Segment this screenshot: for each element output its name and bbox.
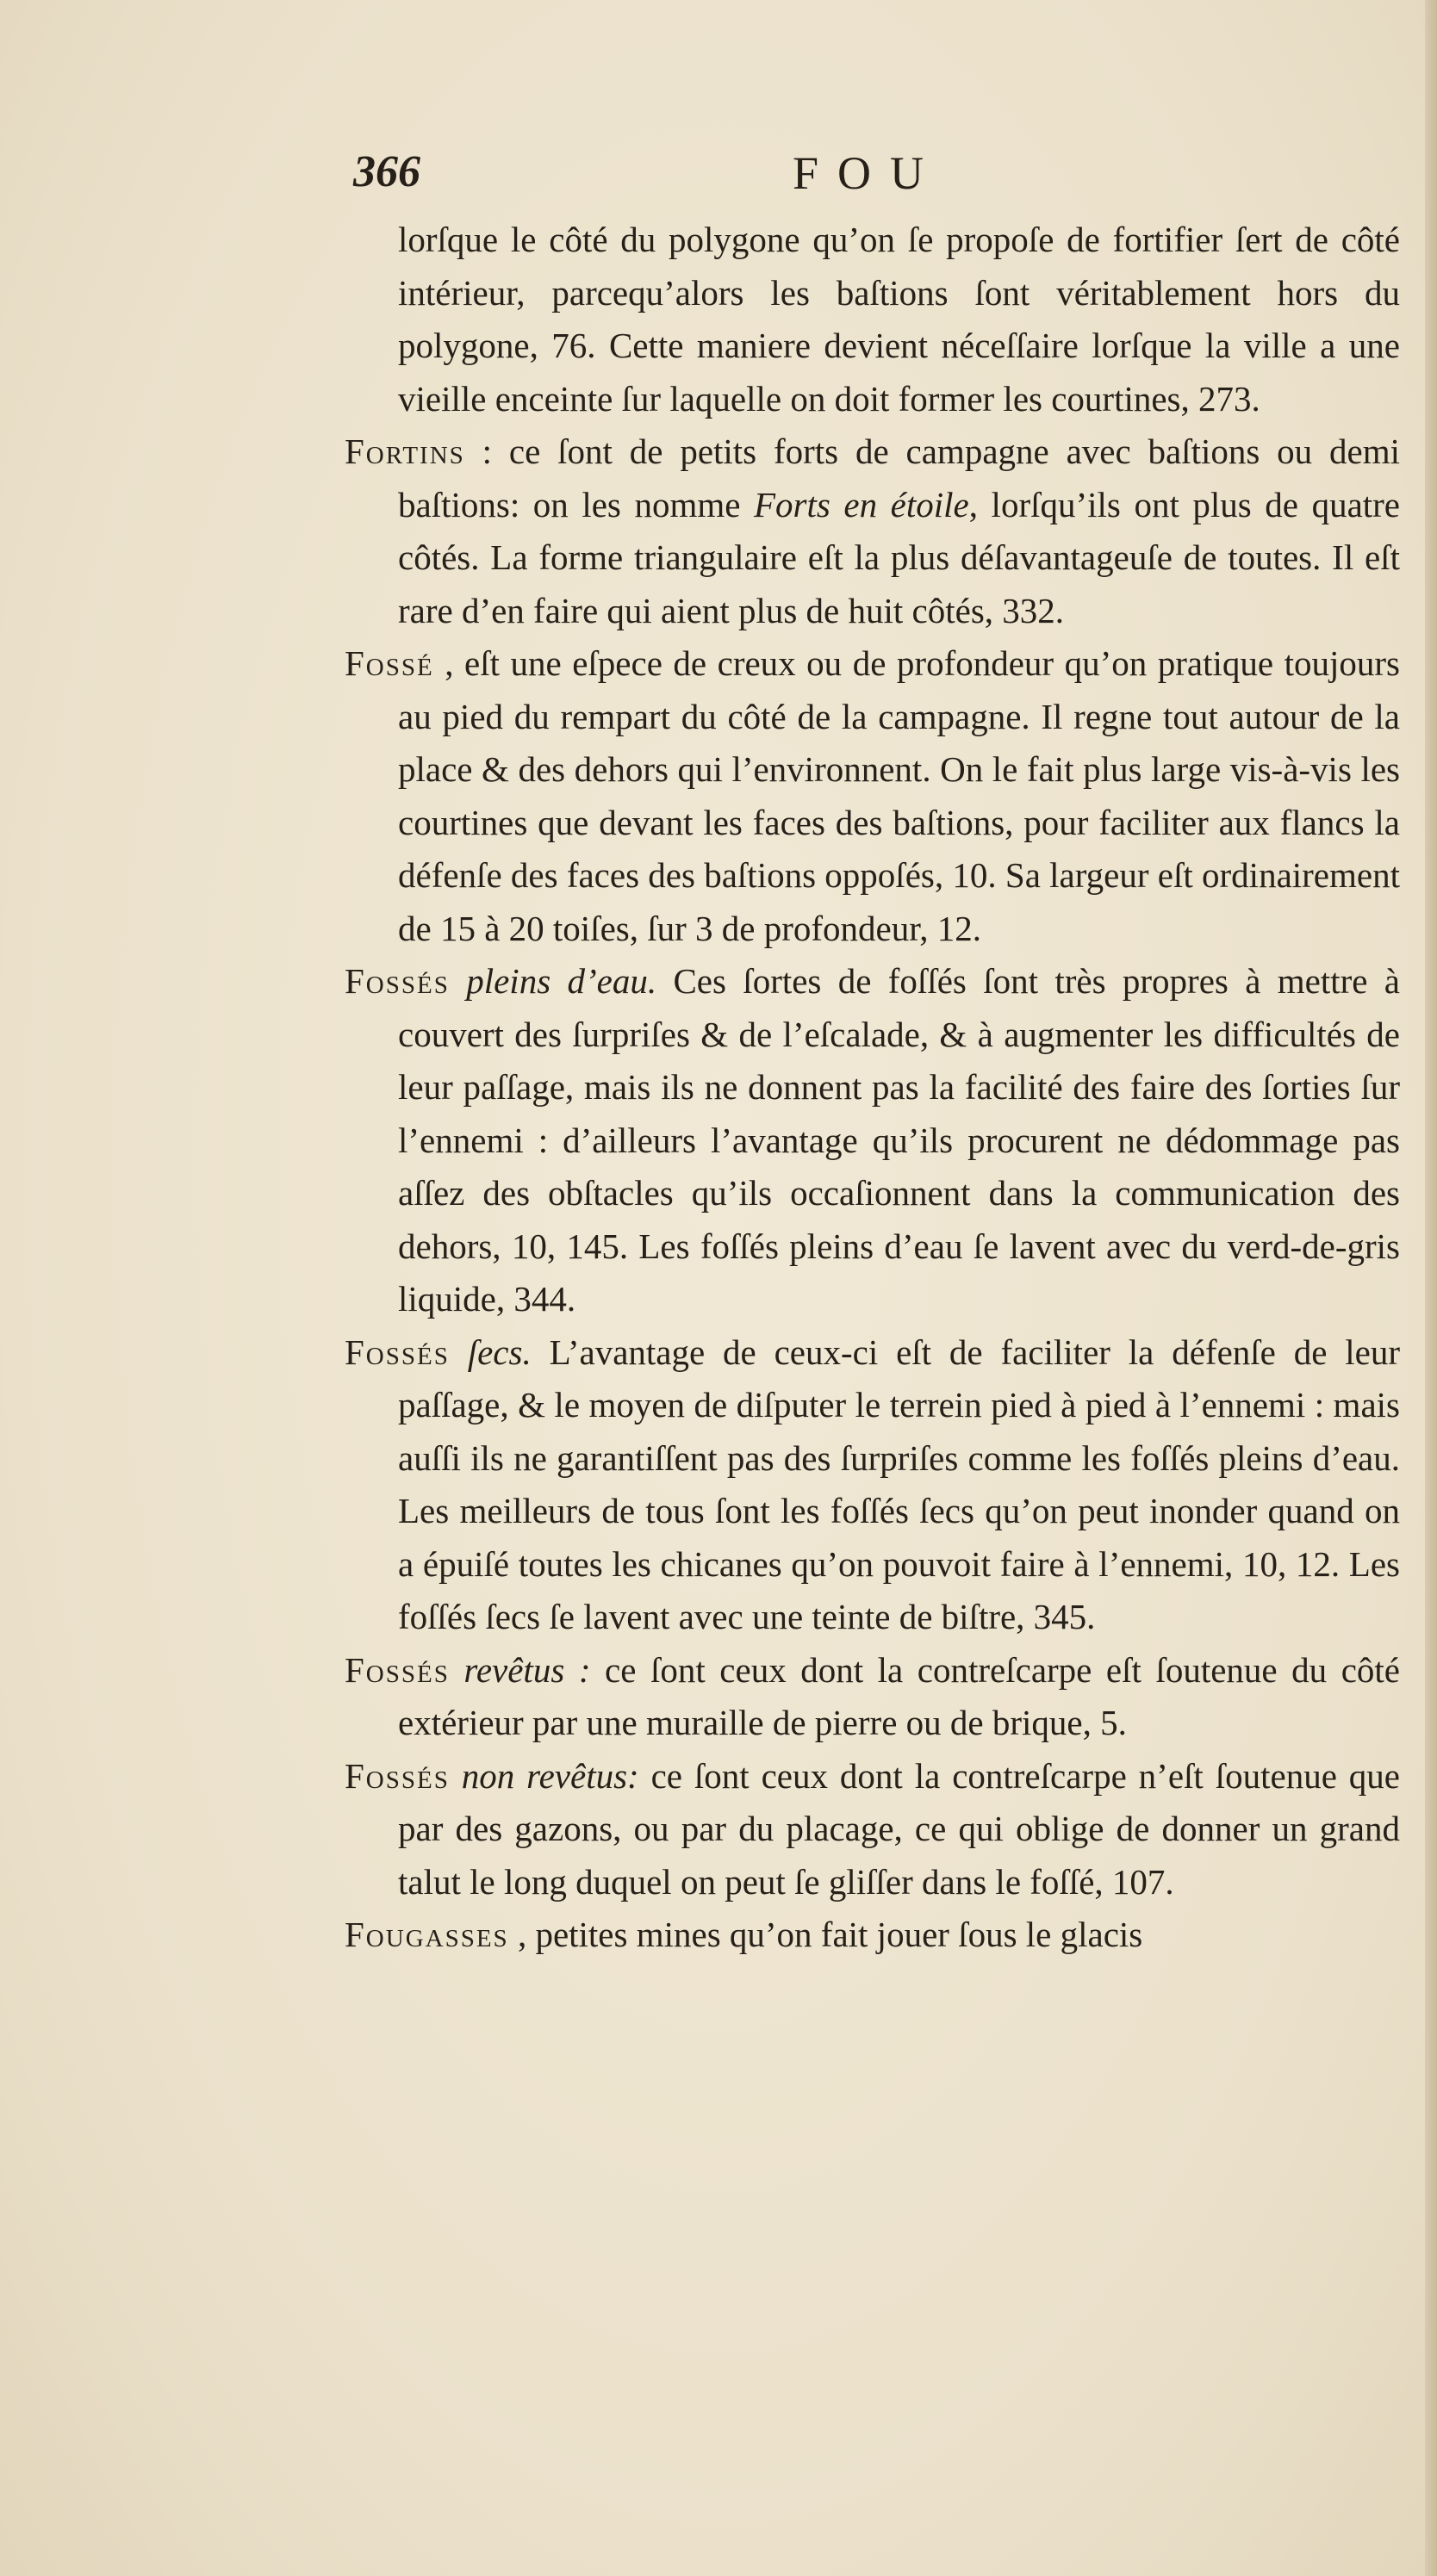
entry-headword: Fossés (345, 1649, 450, 1690)
entry-fosse (345, 637, 1400, 955)
entry-fosses-non-revetus (345, 1750, 1400, 1909)
running-head: FOU (793, 147, 943, 199)
entry-text: : ce ſont de petits forts de campagne avec baſtions ou demi baſtions: on les nomme Forts en étoile, lorſqu’ils ont plus de quatre côtés. La forme triangulaire eſt la plus déſavantageuſe de toutes. Il eſt rare d’en faire qui aient plus de huit côtés, 332. (398, 431, 1401, 630)
entry-headword: Fortins (345, 431, 465, 471)
entry-fosses-secs (345, 1326, 1400, 1644)
entry-continuation (345, 214, 1400, 425)
entry-fortins (345, 425, 1400, 637)
page-header (353, 146, 1387, 215)
entry-fosses-revetus (345, 1644, 1400, 1750)
page-edge (1425, 0, 1437, 2576)
entry-text: , eſt une eſpece de creux ou de profondeur qu’on pratique toujours au pied du rempart du côté de la campagne. Il regne tout autour de la place & des dehors qui l’environnent. On le fait plus large vis-à-vis les courtines que devant les faces des baſtions, pour faciliter aux flancs la défenſe des faces des baſtions oppoſés, 10. Sa largeur eſt ordinairement de 15 à 20 toiſes, ſur 3 de profondeur, 12. (398, 643, 1400, 948)
entry-text: L’avantage de ceux-ci eſt de faciliter la défenſe de leur paſſage, & le moyen de diſputer le terrein pied à pied à l’ennemi : mais auſſi ils ne garantiſſent pas des ſurpriſes comme les foſſés pleins d’eau. Les meilleurs de tous ſont les foſſés ſecs qu’on peut inonder quand on a épuiſé toutes les chicanes qu’on pouvoit faire à l’ennemi, 10, 12. Les foſſés ſecs ſe lavent avec une teinte de biſtre, 345. (398, 1331, 1401, 1636)
entry-headword: Fossés (345, 1331, 450, 1372)
entry-italic: revêtus : (463, 1649, 591, 1690)
entry-text: ce ſont ceux dont la contreſcarpe n’eſt ſoutenue que par des gazons, ou par du placage, ce qui oblige de donner un grand talut le long duquel on peut ſe gliſſer dans le foſſé, 107. (398, 1755, 1400, 1902)
dictionary-text (345, 214, 1400, 1962)
entry-headword: Fougasses (345, 1915, 509, 1954)
entry-text: , petites mines qu’on fait jouer ſous le glacis (517, 1915, 1143, 1954)
entry-text: Ces ſortes de foſſés ſont très propres à mettre à couvert des ſurpriſes & de l’eſcalade, & à augmenter les difficultés de leur paſſage, mais ils ne donnent pas la facilité des faire des ſorties ſur l’ennemi : d’ailleurs l’avantage qu’ils procurent ne dédommage pas aſſez des obſtacles qu’ils occaſionnent dans la communication des dehors, 10, 145. Les foſſés pleins d’eau ſe lavent avec du verd-de-gris liquide, 344. (398, 961, 1401, 1319)
entry-text: ce ſont ceux dont la contreſcarpe eſt ſoutenue du côté extérieur par une muraille de pierre ou de brique, 5. (398, 1649, 1401, 1742)
entry-headword: Fossés (345, 961, 450, 1001)
inline-italic: Forts en étoile (754, 484, 969, 525)
entry-italic: non revêtus: (461, 1755, 639, 1796)
entry-italic: pleins d’eau. (466, 961, 657, 1001)
entry-text: lorſque le côté du polygone qu’on ſe propoſe de fortifier ſert de côté intérieur, parcequ’alors les baſtions ſont véritablement hors du polygone, 76. Cette maniere devient néceſſaire lorſque la ville a une vieille enceinte ſur laquelle on doit former les courtines, 273. (398, 220, 1400, 419)
entry-fougasses (345, 1909, 1400, 1962)
page-number: 366 (353, 147, 420, 196)
entry-italic: ſecs. (467, 1331, 532, 1372)
entry-fosses-pleins (345, 955, 1400, 1326)
entry-headword: Fossés (345, 1755, 450, 1796)
entry-headword: Fossé (345, 643, 434, 683)
